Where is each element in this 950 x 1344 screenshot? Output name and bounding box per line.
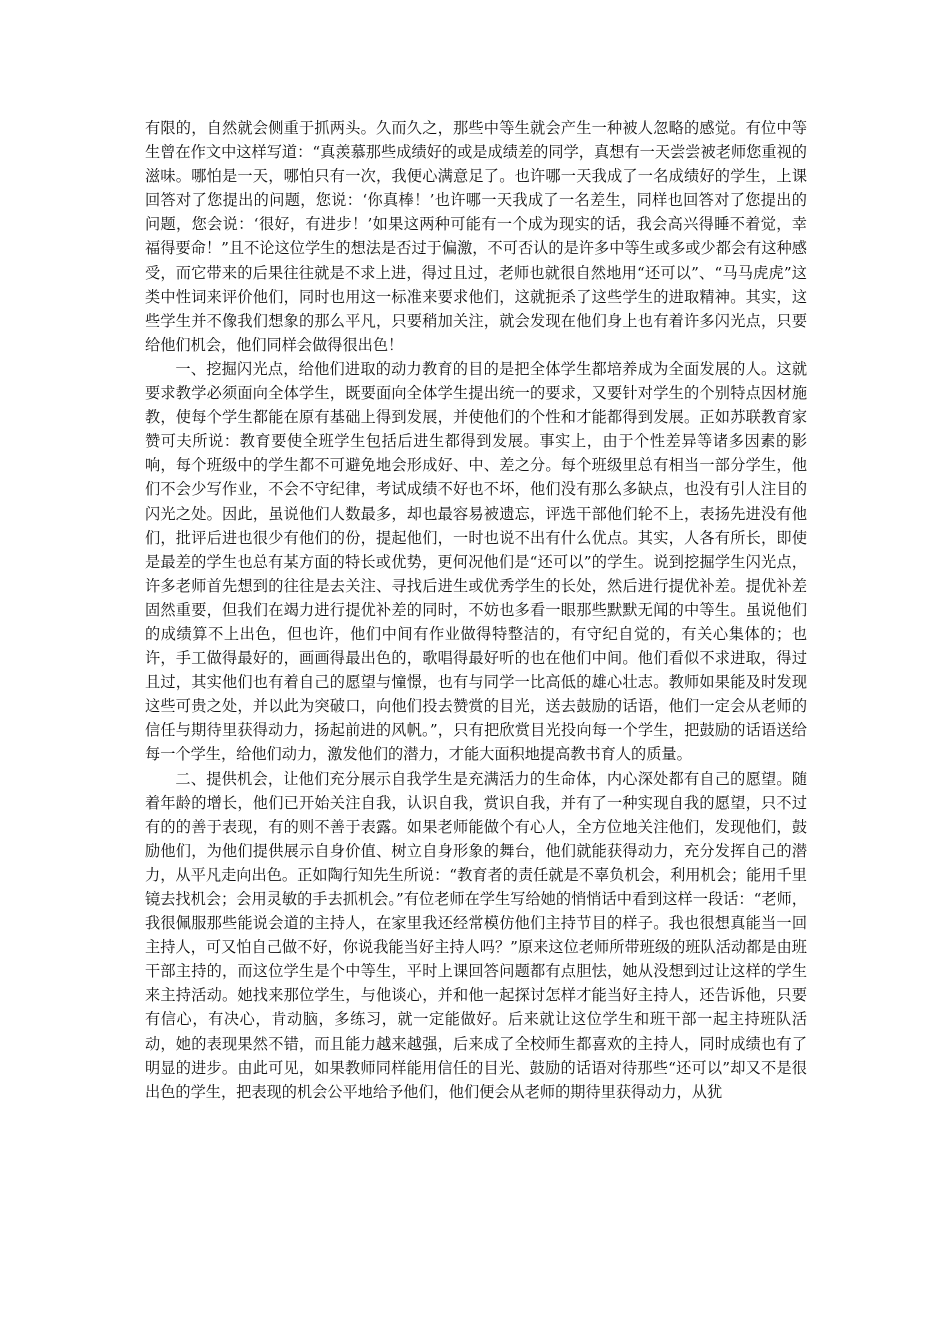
paragraph-intro: 有限的，自然就会侧重于抓两头。久而久之，那些中等生就会产生一种被人忽略的感觉。有位中等生曾在作文中这样写道：“真羡慕那些成绩好的或是成绩差的同学，真想有一天尝尝被老师您重视的滋味。哪怕是一天，哪怕只有一次，我便心满意足了。也许哪一天我成了一名成绩好的学生，上课回答对了您提出的问题，您说：‘你真棒！’也许哪一天我成了一名差生，同样也回答对了您提出的问题，您会说：‘很好，有进步！’如果这两种可能有一个成为现实的话，我会高兴得睡不着觉，幸福得要命！”且不论这位学生的想法是否过于偏激，不可否认的是许多中等生或多或少都会有这种感受，而它带来的后果往往就是不求上进，得过且过，老师也就很自然地用“还可以”、“马马虎虎”这类中性词来评价他们，同时也用这一标准来要求他们，这就扼杀了这些学生的进取精神。其实，这些学生并不像我们想象的那么平凡，只要稍加关注，就会发现在他们身上也有着许多闪光点，只要给他们机会，他们同样会做得很出色！ <box>145 119 807 354</box>
document-body <box>145 116 807 1104</box>
paragraph-section-one: 一、挖掘闪光点，给他们进取的动力教育的目的是把全体学生都培养成为全面发展的人。这就要求教学必须面向全体学生，既要面向全体学生提出统一的要求，又要针对学生的个别特点因材施教，使每个学生都能在原有基础上得到发展，并使他们的个性和才能都得到发展。正如苏联教育家赞可夫所说：教育要使全班学生包括后进生都得到发展。事实上，由于个性差异等诸多因素的影响，每个班级中的学生都不可避免地会形成好、中、差之分。每个班级里总有相当一部分学生，他们不会少写作业，不会不守纪律，考试成绩不好也不坏，他们没有那么多缺点，也没有引人注目的闪光之处。因此，虽说他们人数最多，却也最容易被遗忘，评选干部他们轮不上，表扬先进没有他们，批评后进也很少有他们的份，提起他们，一时也说不出有什么优点。其实，人各有所长，即使是最差的学生也总有某方面的特长或优势，更何况他们是“还可以”的学生。说到挖掘学生闪光点，许多老师首先想到的往往是去关注、寻找后进生或优秀学生的长处，然后进行提优补差。提优补差固然重要，但我们在竭力进行提优补差的同时，不妨也多看一眼那些默默无闻的中等生。虽说他们的成绩算不上出色，但也许，他们中间有作业做得特整洁的，有守纪自觉的，有关心集体的；也许，手工做得最好的，画画得最出色的，歌唱得最好听的也在他们中间。他们看似不求进取，得过且过，其实他们也有着自己的愿望与憧憬，也有与同学一比高低的雄心壮志。教师如果能及时发现这些可贵之处，并以此为突破口，向他们投去赞赏的目光，送去鼓励的话语，他们一定会从老师的信任与期待里获得动力，扬起前进的风帆。”，只有把欣赏目光投向每一个学生，把鼓励的话语送给每一个学生，给他们动力，激发他们的潜力，才能大面积地提高教书育人的质量。 <box>145 359 807 764</box>
paragraph-section-two: 二、提供机会，让他们充分展示自我学生是充满活力的生命体，内心深处都有自己的愿望。随着年龄的增长，他们已开始关注自我，认识自我，赏识自我，并有了一种实现自我的愿望，只不过有的的善于表现，有的则不善于表露。如果老师能做个有心人，全方位地关注他们，发现他们，鼓励他们，为他们提供展示自身价值、树立自身形象的舞台，他们就能获得动力，充分发挥自己的潜力，从平凡走向出色。正如陶行知先生所说：“教育者的责任就是不辜负机会，利用机会；能用千里镜去找机会；会用灵敏的手去抓机会。”有位老师在学生写给她的悄悄话中看到这样一段话：“老师，我很佩服那些能说会道的主持人，在家里我还经常模仿他们主持节目的样子。我也很想真能当一回主持人，可又怕自己做不好，你说我能当好主持人吗？”原来这位老师所带班级的班队活动都是由班干部主持的，而这位学生是个中等生，平时上课回答问题都有点胆怯，她从没想到过让这样的学生来主持活动。她找来那位学生，与他谈心，并和他一起探讨怎样才能当好主持人，还告诉他，只要有信心，有决心，肯动脑，多练习，就一定能做好。后来就让这位学生和班干部一起主持班队活动，她的表现果然不错，而且能力越来越强，后来成了全校师生都喜欢的主持人，同时成绩也有了明显的进步。由此可见，如果教师同样能用信任的目光、鼓励的话语对待那些“还可以”却又不是很出色的学生，把表现的机会公平地给予他们，他们便会从老师的期待里获得动力，从犹 <box>145 769 807 1101</box>
